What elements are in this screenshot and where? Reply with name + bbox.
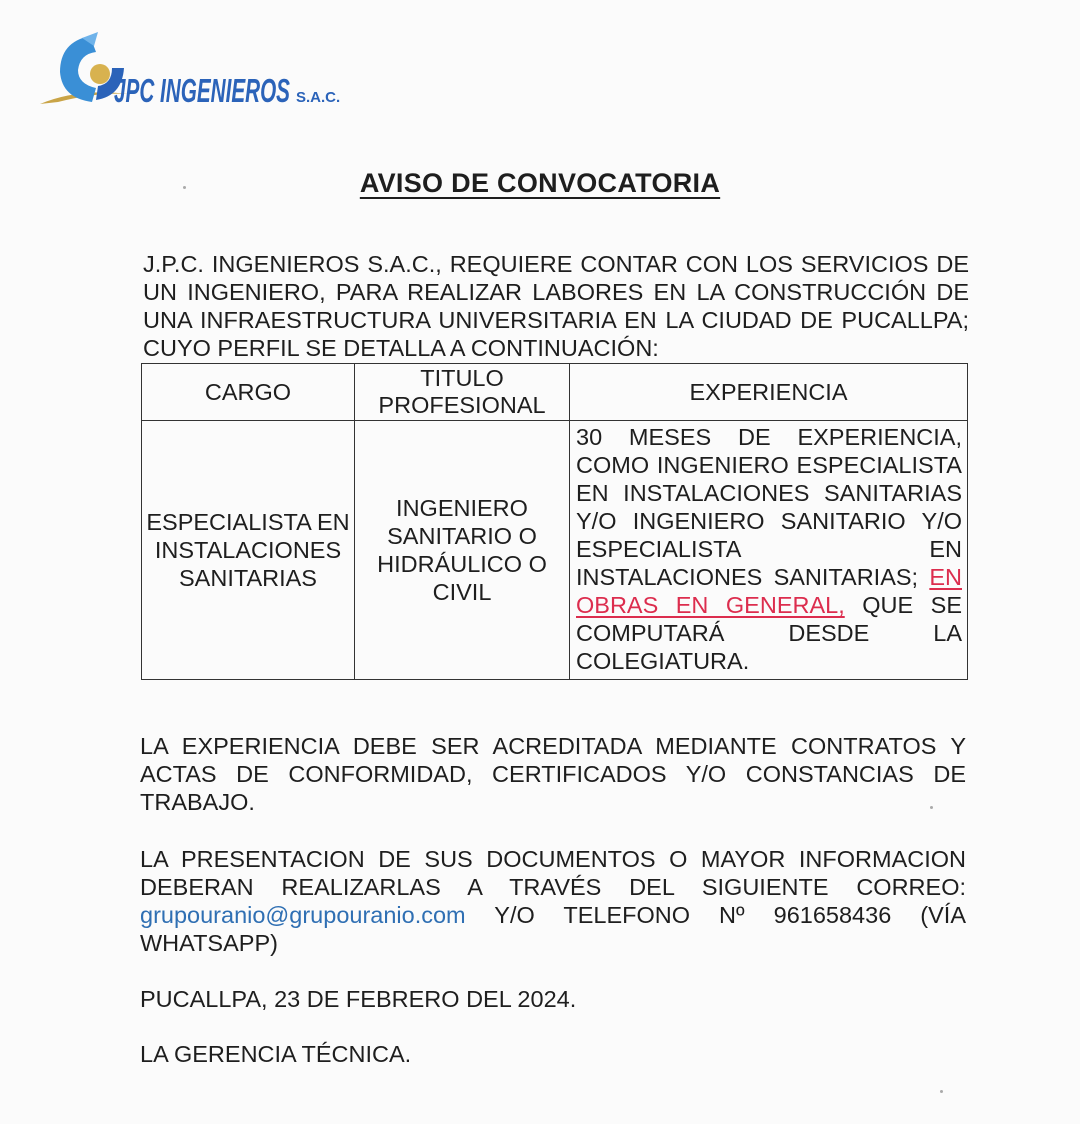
logo-graphic	[38, 28, 358, 118]
signature-line: LA GERENCIA TÉCNICA.	[140, 1041, 412, 1067]
phone-text: Y/O TELEFONO Nº 961658436 (VÍA WHATSAPP)	[140, 902, 967, 956]
scan-speck	[930, 806, 933, 809]
header-cargo: CARGO	[142, 364, 355, 421]
contact-paragraph	[140, 845, 966, 957]
cell-titulo: INGENIERO SANITARIO O HIDRÁULICO O CIVIL	[355, 421, 570, 680]
intro-paragraph: J.P.C. INGENIEROS S.A.C., REQUIERE CONTAR CON LOS SERVICIOS DE UN INGENIERO, PARA REALIZAR LABORES EN LA CONSTRUCCIÓN DE UNA INFRAESTRUCTURA UNIVERSITARIA EN LA CIUDAD DE PUCALLPA; CUYO PERFIL SE DETALLA A CONTINUACIÓN:	[143, 251, 969, 361]
header-experiencia: EXPERIENCIA	[570, 364, 968, 421]
experiencia-text-end: QUE SE COMPUTARÁ DESDE LA COLEGIATURA.	[576, 592, 962, 674]
table-header-row	[142, 364, 968, 421]
date-line: PUCALLPA, 23 DE FEBRERO DEL 2024.	[140, 986, 577, 1012]
scan-speck	[940, 1090, 943, 1093]
experiencia-text: 30 MESES DE EXPERIENCIA, COMO INGENIERO ESPECIALISTA EN INSTALACIONES SANITARIAS Y/O INGENIERO SANITARIO Y/O ESPECIALISTA EN INSTALACIONES SANITARIAS;	[576, 424, 962, 590]
company-logo	[38, 28, 358, 118]
table-row	[142, 421, 968, 680]
svg-text:JPC INGENIEROS: JPC INGENIEROS	[114, 72, 290, 109]
page-title: AVISO DE CONVOCATORIA	[359, 168, 721, 198]
accreditation-paragraph: LA EXPERIENCIA DEBE SER ACREDITADA MEDIANTE CONTRATOS Y ACTAS DE CONFORMIDAD, CERTIFICADOS Y/O CONSTANCIAS DE TRABAJO.	[140, 733, 966, 815]
cell-cargo: ESPECIALISTA EN INSTALACIONES SANITARIAS	[142, 421, 355, 680]
email-link[interactable]: grupouranio@grupouranio.com	[140, 902, 466, 928]
profile-table	[141, 363, 968, 680]
experiencia-highlight: EN OBRAS EN GENERAL,	[576, 564, 962, 618]
scan-speck	[183, 186, 186, 189]
contact-text: LA PRESENTACION DE SUS DOCUMENTOS O MAYOR INFORMACION DEBERAN REALIZARLAS A TRAVÉS DEL SIGUIENTE CORREO:	[140, 846, 966, 900]
svg-text:S.A.C.: S.A.C.	[296, 89, 341, 106]
cell-experiencia	[570, 421, 968, 680]
header-titulo: TITULO PROFESIONAL	[355, 364, 570, 421]
